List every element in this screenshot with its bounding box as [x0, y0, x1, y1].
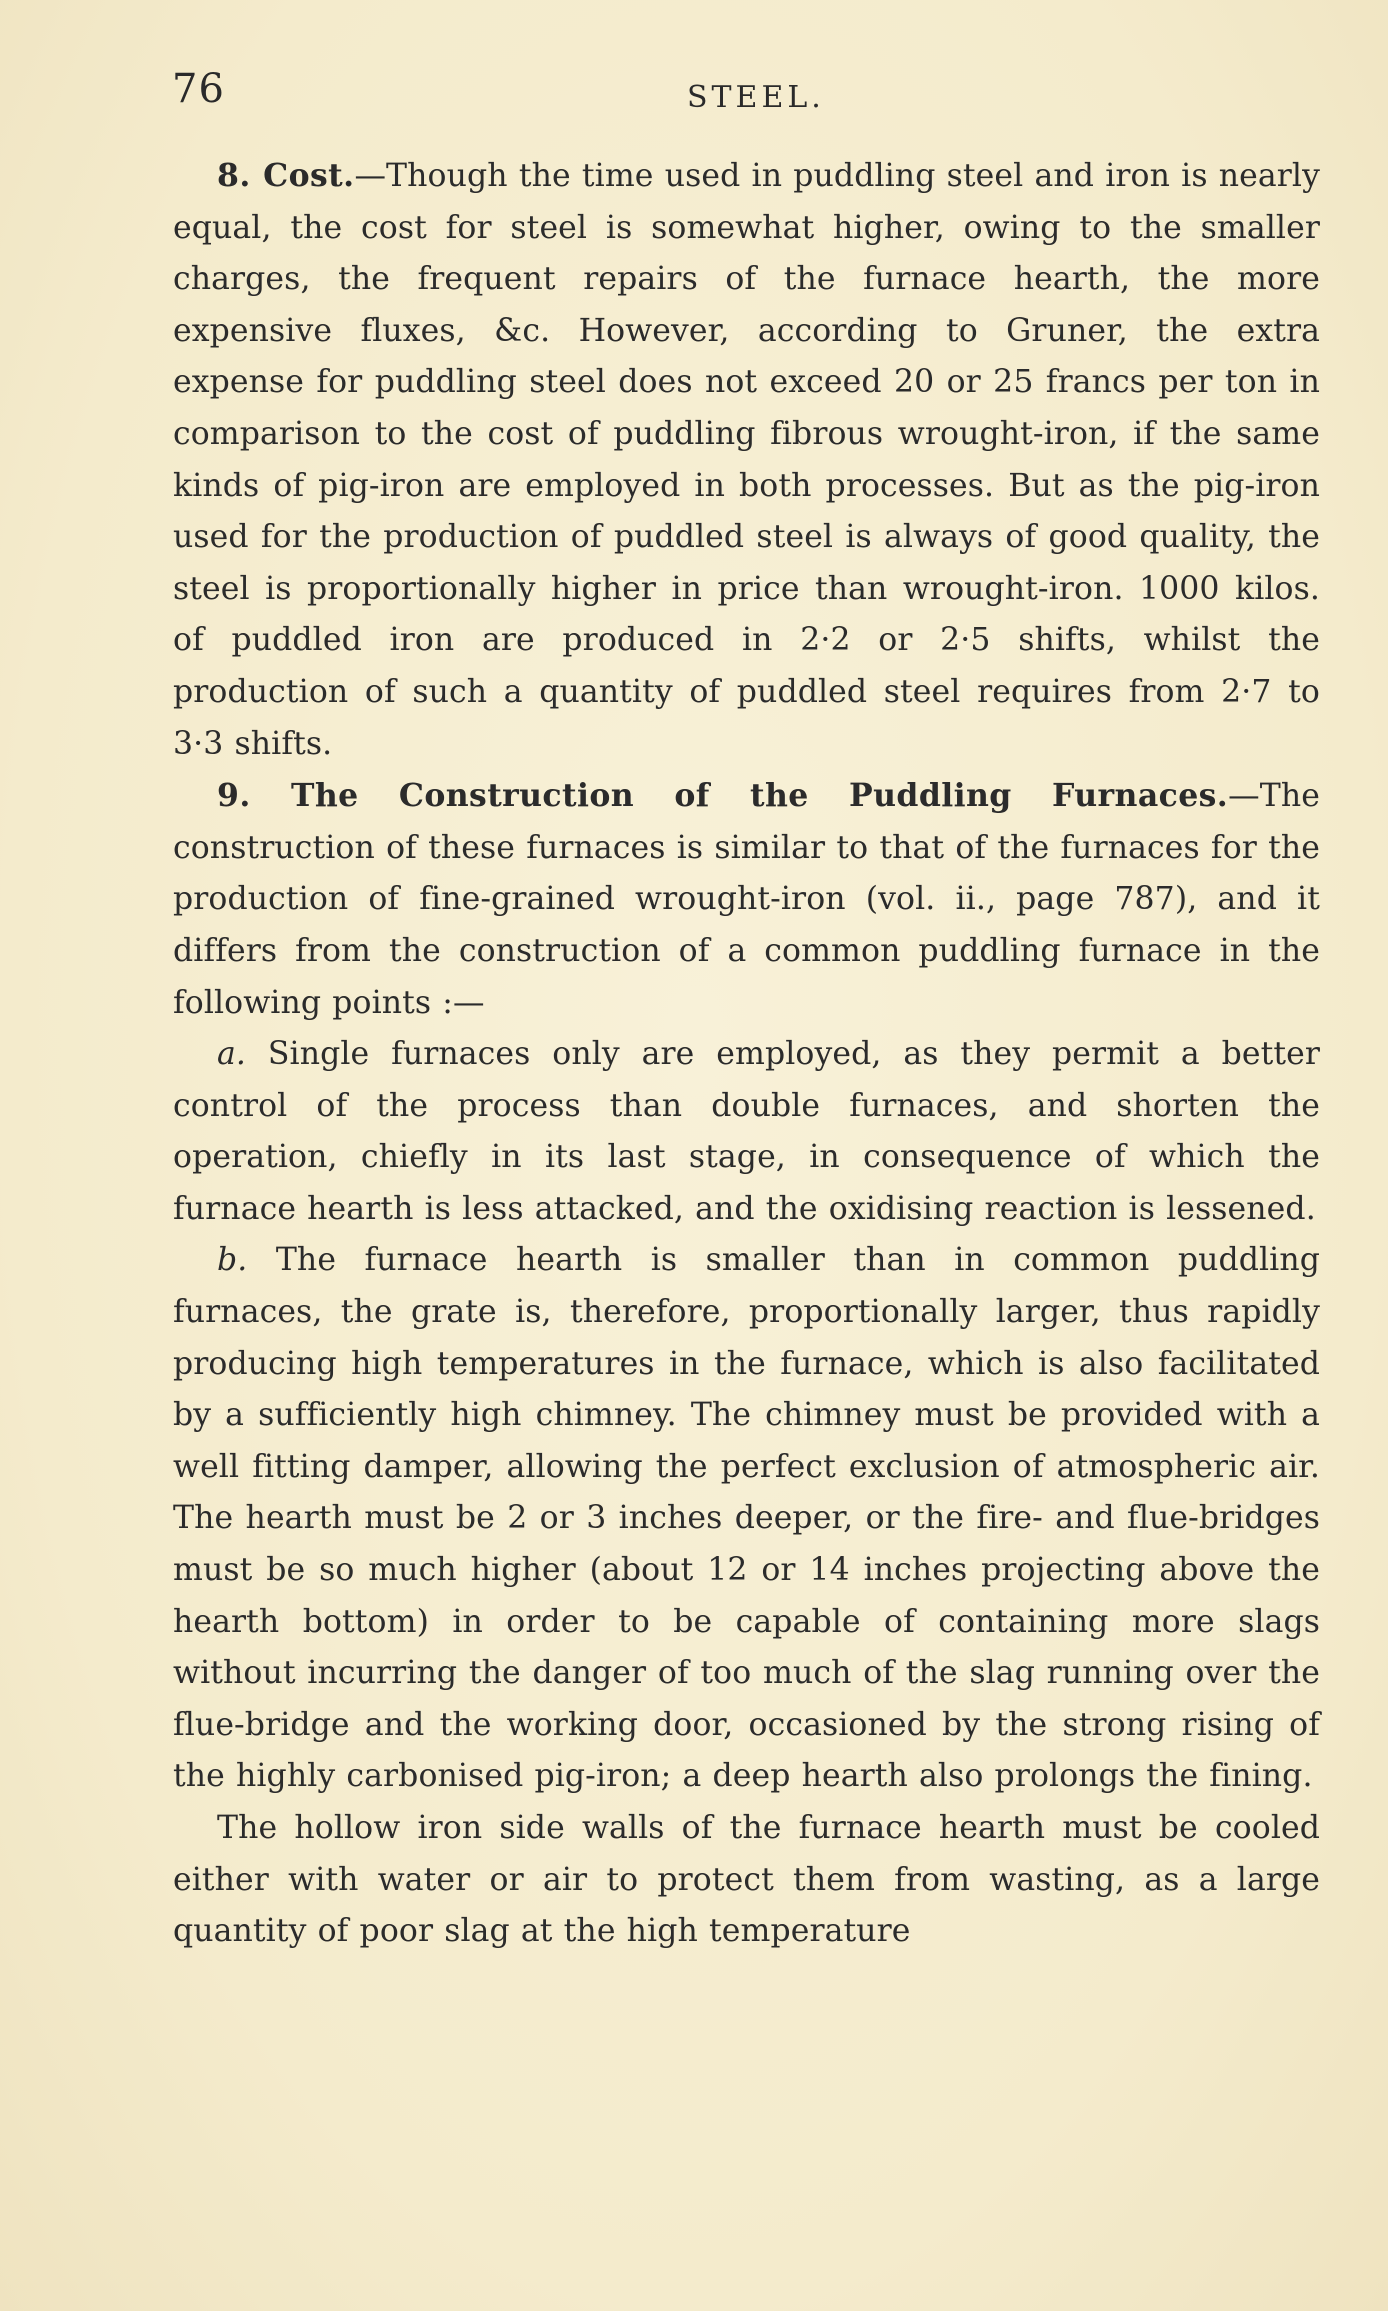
section-heading-cost: 8. Cost.	[217, 157, 355, 194]
paragraph-text: The furnace hearth is smaller than in common puddling furnaces, the grate is, therefore, proportionally larger, thus rapidly producing high temperatures in the furnace, which is also facilitated by a sufficiently high chimney. The chimney must be provided with a well fitting damper, allowing the perfect exclusion of atmospheric air. The hearth must be 2 or 3 inches deeper, or the fire- and flue-bridges must be so much higher (about 12 or 14 inches projecting above the hearth bottom) in order to be capable of containing more slags without incurring the danger of too much of the slag running over the flue-bridge and the working door, occasioned by the strong rising of the highly carbonised pig-iron; a deep hearth also prolongs the fining.	[173, 1242, 1320, 1795]
running-head: STEEL.	[687, 80, 825, 115]
paragraph-text: —Though the time used in puddling steel and iron is nearly equal, the cost for steel is somewhat higher, owing to the smaller charges, the frequent repairs of the furnace hearth, the more expensive fluxes, &c. However, according to Gruner, the extra expense for puddling steel does not exceed 20 or 25 francs per ton in comparison to the cost of puddling fibrous wrought-iron, if the same kinds of pig-iron are employed in both processes. But as the pig-iron used for the production of puddled steel is always of good quality, the steel is proportionally higher in price than wrought-iron. 1000 kilos. of puddled iron are produced in 2·2 or 2·5 shifts, whilst the production of such a quantity of puddled steel requires from 2·7 to 3·3 shifts.	[173, 158, 1321, 762]
body-text	[173, 150, 1320, 1958]
paragraph-point-a	[173, 1029, 1320, 1235]
page-number: 76	[172, 66, 225, 112]
section-heading-construction: 9. The Construction of the Puddling Furnaces.	[217, 777, 1229, 815]
paragraph-text: —The construction of these furnaces is similar to that of the furnaces for the production of fine-grained wrought-iron (vol. ii., page 787), and it differs from the construction of a common puddling furnace in the following points :—	[173, 778, 1320, 1021]
paragraph-text: The hollow iron side walls of the furnace hearth must be cooled either with water or air to protect them from wasting, as a large quantity of poor slag at the high temperature	[173, 1810, 1320, 1950]
paragraph-text: Single furnaces only are employed, as they permit a better control of the process than double furnaces, and shorten the operation, chiefly in its last stage, in consequence of which the furnace hearth is less attacked, and the oxidising reaction is lessened.	[173, 1036, 1320, 1227]
paragraph-construction	[173, 770, 1320, 1029]
page-header	[170, 66, 1320, 126]
paragraph-side-walls	[173, 1803, 1320, 1958]
point-letter-b: b.	[217, 1242, 248, 1279]
paragraph-point-b	[173, 1235, 1320, 1803]
point-letter-a: a.	[217, 1036, 246, 1073]
paragraph-cost	[173, 150, 1320, 770]
